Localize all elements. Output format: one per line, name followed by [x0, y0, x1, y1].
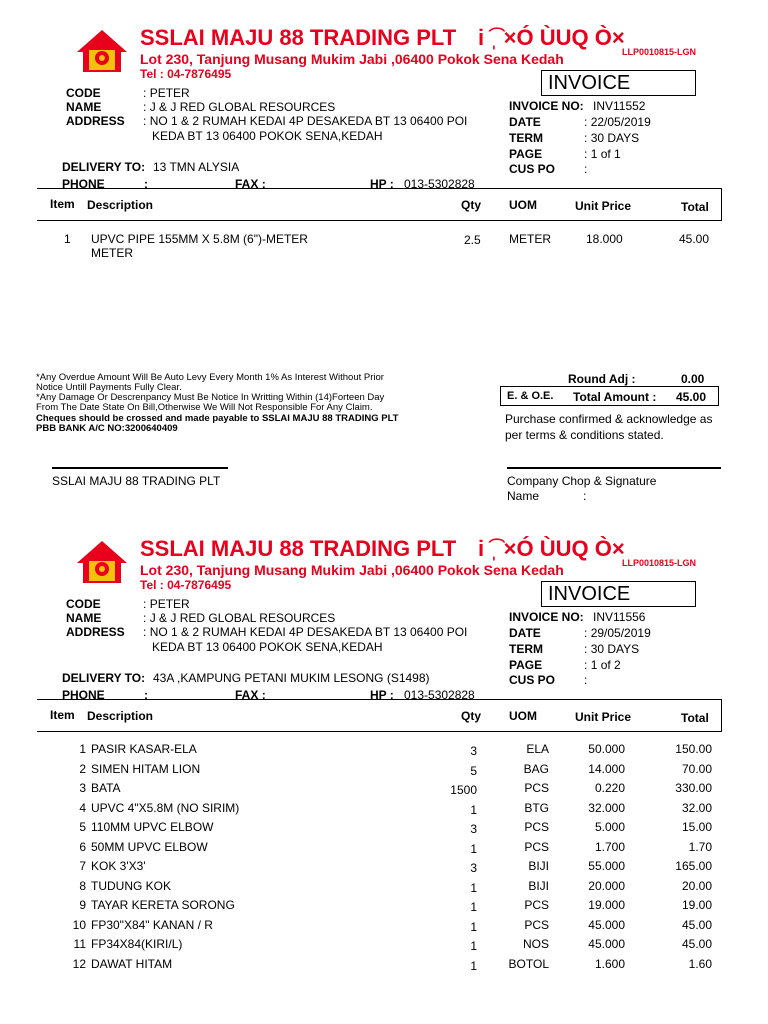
item-desc: PASIR KASAR-ELA [91, 742, 197, 756]
customer-name: J & J RED GLOBAL RESOURCES [149, 611, 336, 625]
colon: : [261, 688, 266, 702]
colon: : [584, 115, 588, 129]
round-adj-label: Round Adj : [568, 372, 636, 386]
colon: : [143, 86, 147, 100]
company-name-garbled: і ͡ˌ ×Ó ÙUQ Ò× [478, 25, 625, 50]
cus-po-label: CUS PO [509, 162, 556, 176]
item-total: 45.00 [681, 937, 712, 951]
item-no: 2 [79, 761, 86, 776]
customer-code: PETER [149, 86, 190, 100]
cus-po-label: CUS PO [509, 673, 556, 687]
item-total: 19.00 [681, 898, 712, 912]
item-price: 55.000 [588, 859, 625, 873]
colon: : [584, 162, 588, 176]
customer-code: PETER [149, 597, 190, 611]
item-qty: 3 [470, 822, 477, 836]
colon: : [143, 100, 147, 114]
term-label: TERM [509, 642, 543, 656]
bank-note: PBB BANK A/C NO:3200640409 [36, 423, 178, 434]
signature-line [52, 467, 228, 469]
page-number: 1 of 1 [590, 147, 621, 161]
item-no: 1 [79, 742, 86, 756]
llp-number: LLP0010815-LGN [622, 47, 697, 57]
invoice-title-box [541, 70, 696, 96]
item-desc: TUDUNG KOK [91, 878, 172, 893]
item-desc: KOK 3'X3' [91, 859, 146, 873]
item-qty: 1500 [450, 783, 477, 797]
note-1: *Any Overdue Amount Will Be Auto Levy Every Month 1% As Interest Without Prior [36, 372, 384, 383]
customer-address-2: KEDA BT 13 06400 POKOK SENA,KEDAH [152, 640, 383, 654]
delivery-address: 43A ,KAMPUNG PETANI MUKIM LESONG (S1498) [153, 671, 430, 685]
item-uom: PCS [524, 781, 549, 795]
name-label: NAME [66, 611, 102, 625]
item-uom: ELA [526, 742, 549, 756]
col-qty: Qty [461, 198, 482, 212]
confirm-text-1: Purchase confirmed & acknowledge as [505, 412, 713, 426]
item-qty: 1 [470, 939, 477, 953]
item-total: 45.00 [681, 917, 712, 932]
item-qty: 5 [470, 763, 477, 778]
item-qty: 3 [470, 744, 477, 758]
item-desc: UPVC 4"X5.8M (NO SIRIM) [91, 800, 240, 815]
cheque-note: Cheques should be crossed and made payable to SSLAI MAJU 88 TRADING PLT [36, 413, 399, 424]
item-uom: NOS [522, 937, 549, 951]
item-no: 3 [79, 781, 86, 795]
invoice-title: INVOICE [548, 72, 631, 94]
item-price: 50.000 [588, 742, 625, 756]
colon: : [584, 658, 588, 672]
item-price: 1.600 [594, 956, 625, 971]
company-address: Lot 230, Tanjung Musang Mukim Jabi ,06400 Pokok Sena Kedah [140, 562, 564, 578]
colon: : [143, 114, 147, 128]
hp-number: 013-5302828 [404, 688, 475, 702]
page-label: PAGE [509, 147, 543, 161]
item-price: 32.000 [588, 800, 625, 815]
invoice-date: 29/05/2019 [590, 626, 651, 640]
item-desc-2: METER [91, 246, 133, 260]
colon: : [143, 625, 147, 639]
eoe-label: E. & O.E. [507, 390, 554, 402]
date-label: DATE [509, 626, 541, 640]
page-number: 1 of 2 [590, 658, 621, 672]
llp-number: LLP0010815-LGN [622, 558, 697, 568]
colon: : [143, 611, 147, 625]
item-uom: BTG [524, 800, 549, 815]
col-unit-price: Unit Price [575, 710, 632, 724]
item-qty: 1 [470, 802, 477, 817]
address-label: ADDRESS [66, 625, 125, 639]
code-label: CODE [66, 86, 101, 100]
item-total: 20.00 [681, 878, 712, 893]
item-price: 20.000 [588, 878, 625, 893]
colon: : [584, 131, 588, 145]
item-price: 45.000 [588, 917, 625, 932]
item-uom: PCS [524, 917, 549, 932]
col-total: Total [681, 711, 709, 725]
colon: : [584, 626, 588, 640]
phone-label: PHONE [62, 688, 105, 702]
date-label: DATE [509, 115, 541, 129]
name-label: NAME [66, 100, 102, 114]
item-desc: SIMEN HITAM LION [91, 761, 201, 776]
item-total: 70.00 [681, 761, 712, 776]
item-uom: BIJI [528, 878, 549, 893]
item-uom: PCS [524, 820, 549, 834]
invoice-no-label: INVOICE NO: [509, 610, 584, 624]
page-label: PAGE [509, 658, 543, 672]
item-desc: TAYAR KERETA SORONG [91, 898, 235, 912]
fax-label: FAX [235, 177, 259, 191]
item-no: 7 [79, 859, 86, 873]
hp-number: 013-5302828 [404, 177, 475, 191]
company-name: SSLAI MAJU 88 TRADING PLT [140, 25, 457, 50]
item-desc: UPVC PIPE 155MM X 5.8M (6")-METER [91, 232, 308, 246]
sign-name-label: Name [507, 489, 540, 503]
item-qty: 1 [470, 841, 477, 856]
item-no: 4 [79, 800, 86, 815]
item-qty: 3 [470, 861, 477, 875]
invoice-term: 30 DAYS [590, 642, 640, 656]
invoice-no-label: INVOICE NO: [509, 99, 584, 113]
item-total: 45.00 [679, 232, 710, 246]
phone-label: PHONE [62, 177, 105, 191]
item-price: 14.000 [588, 761, 625, 776]
item-no: 12 [72, 956, 86, 971]
col-unit-price: Unit Price [575, 199, 632, 213]
item-desc: BATA [91, 781, 121, 795]
sign-name-colon: : [583, 489, 587, 503]
col-description: Description [87, 709, 154, 723]
company-tel: Tel : 04-7876495 [140, 578, 232, 592]
item-no: 6 [79, 839, 86, 854]
company-name-garbled: і ͡ˌ ×Ó ÙUQ Ò× [478, 536, 625, 561]
item-qty: 2.5 [464, 233, 481, 247]
col-uom: UOM [509, 709, 537, 723]
item-no: 10 [72, 917, 86, 932]
col-uom: UOM [509, 198, 537, 212]
customer-address-1: NO 1 & 2 RUMAH KEDAI 4P DESAKEDA BT 13 06400 POI [149, 114, 468, 128]
item-qty: 1 [470, 958, 477, 973]
company-tel: Tel : 04-7876495 [140, 67, 232, 81]
invoice-no: INV11556 [593, 610, 646, 624]
confirm-text-2: per terms & conditions stated. [505, 428, 664, 442]
term-label: TERM [509, 131, 543, 145]
item-price: 5.000 [594, 820, 625, 834]
delivery-label: DELIVERY TO: [62, 160, 146, 174]
delivery-address: 13 TMN ALYSIA [153, 160, 240, 174]
col-total: Total [681, 200, 709, 214]
item-total: 15.00 [681, 820, 712, 834]
item-no: 9 [79, 898, 86, 912]
invoice-no: INV11552 [593, 99, 646, 113]
colon: : [143, 597, 147, 611]
item-price: 18.000 [586, 232, 623, 246]
note-4: From The Date State On Bill,Otherwise We Will Not Responsible For Any Claim. [36, 402, 373, 413]
note-2: Notice Untill Payments Fully Clear. [36, 382, 182, 393]
item-desc: DAWAT HITAM [91, 956, 173, 971]
fax-label: FAX [235, 688, 259, 702]
company-address: Lot 230, Tanjung Musang Mukim Jabi ,06400 Pokok Sena Kedah [140, 51, 564, 67]
company-name: SSLAI MAJU 88 TRADING PLT [140, 536, 457, 561]
item-uom: BIJI [528, 859, 549, 873]
hp-label: HP [370, 688, 387, 702]
item-desc: 110MM UPVC ELBOW [91, 820, 214, 834]
col-item: Item [50, 708, 75, 722]
chop-label: Company Chop & Signature [507, 474, 657, 488]
invoice-title: INVOICE [548, 583, 631, 605]
item-uom: BAG [523, 761, 549, 776]
item-no: 5 [79, 820, 86, 834]
item-total: 165.00 [675, 859, 712, 873]
item-uom: PCS [524, 839, 549, 854]
item-qty: 1 [470, 919, 477, 934]
item-uom: METER [509, 232, 551, 246]
item-uom: BOTOL [508, 956, 549, 971]
colon: : [584, 673, 588, 687]
house-logo-icon [75, 28, 129, 74]
item-uom: PCS [524, 898, 549, 912]
item-price: 1.700 [594, 839, 625, 854]
customer-address-1: NO 1 & 2 RUMAH KEDAI 4P DESAKEDA BT 13 06400 POI [149, 625, 468, 639]
colon: : [584, 147, 588, 161]
colon: : [144, 177, 148, 191]
note-3: *Any Damage Or Descrenpancy Must Be Notice In Writting Within (14)Forteen Day [36, 392, 385, 403]
colon: : [389, 177, 394, 191]
col-qty: Qty [461, 709, 482, 723]
code-label: CODE [66, 597, 101, 611]
item-total: 1.60 [688, 956, 712, 971]
delivery-label: DELIVERY TO: [62, 671, 146, 685]
item-price: 45.000 [588, 937, 625, 951]
item-no: 1 [64, 232, 71, 246]
address-label: ADDRESS [66, 114, 125, 128]
item-qty: 1 [470, 900, 477, 914]
item-total: 330.00 [675, 781, 712, 795]
item-desc: 50MM UPVC ELBOW [91, 839, 208, 854]
colon: : [584, 642, 588, 656]
total-amount: 45.00 [676, 390, 707, 404]
customer-name: J & J RED GLOBAL RESOURCES [149, 100, 336, 114]
invoice-date: 22/05/2019 [590, 115, 651, 129]
item-no: 11 [73, 937, 86, 951]
invoice-title-box [541, 581, 696, 607]
colon: : [389, 688, 394, 702]
item-price: 0.220 [594, 781, 625, 795]
item-price: 19.000 [588, 898, 625, 912]
item-total: 1.70 [688, 839, 712, 854]
col-description: Description [87, 198, 154, 212]
chop-line [507, 467, 721, 469]
item-total: 32.00 [681, 800, 712, 815]
item-no: 8 [79, 878, 86, 893]
round-adj: 0.00 [681, 372, 705, 386]
invoice-term: 30 DAYS [590, 131, 640, 145]
col-item: Item [50, 197, 75, 211]
colon: : [144, 688, 148, 702]
signature-company: SSLAI MAJU 88 TRADING PLT [52, 474, 221, 488]
total-amount-label: Total Amount : [573, 390, 657, 404]
invoice-2 [0, 511, 768, 1023]
item-total: 150.00 [675, 742, 712, 756]
hp-label: HP [370, 177, 387, 191]
house-logo-icon [75, 539, 129, 585]
colon: : [261, 177, 266, 191]
item-qty: 1 [470, 880, 477, 895]
customer-address-2: KEDA BT 13 06400 POKOK SENA,KEDAH [152, 129, 383, 143]
item-desc: FP30"X84" KANAN / R [91, 917, 213, 932]
item-desc: FP34X84(KIRI/L) [91, 937, 183, 951]
